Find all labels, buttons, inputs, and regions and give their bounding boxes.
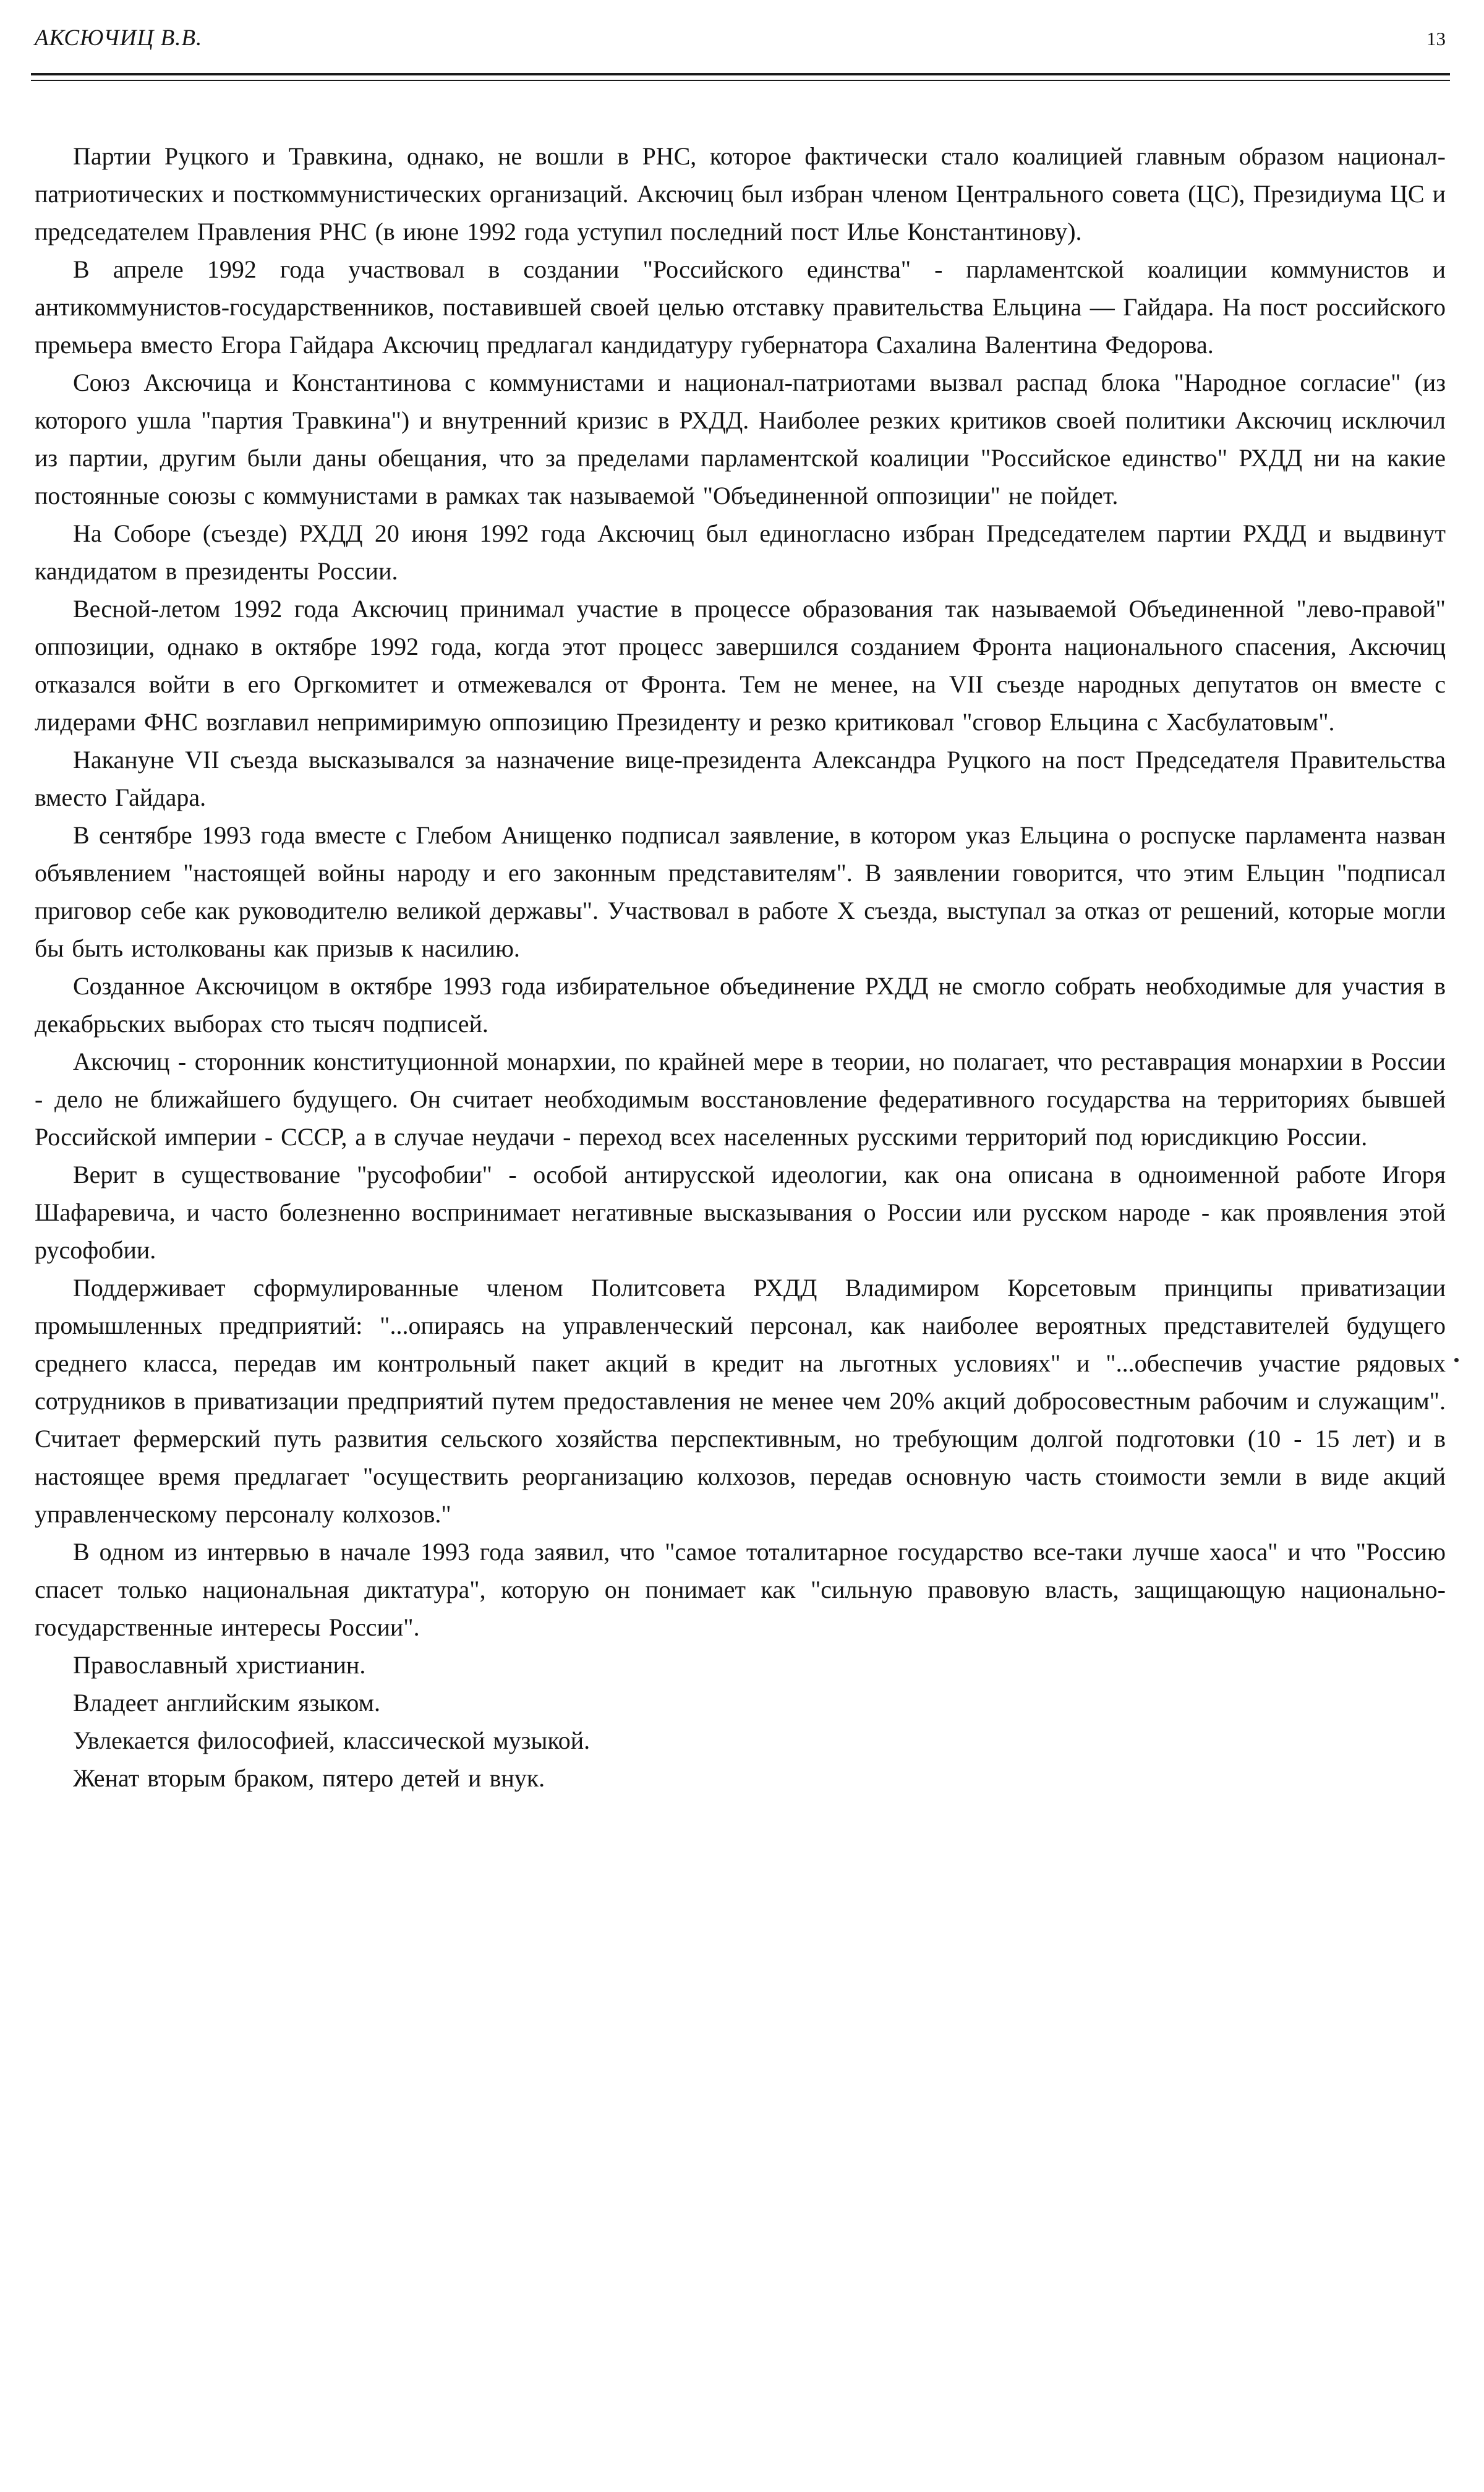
paragraph: Владеет английским языком.: [73, 1689, 380, 1717]
page-header: [35, 25, 1446, 51]
paragraph: Созданное Аксючицом в октябре 1993 года избирательное объединение РХДД не смогло собрать необходимые для участия в декабрьских выборах сто тысяч подписей.: [35, 972, 1446, 1038]
document-body: [35, 137, 1446, 1797]
running-title: АКСЮЧИЦ В.В.: [35, 25, 203, 51]
paragraph: Партии Руцкого и Травкина, однако, не вошли в РНС, которое фактически стало коалицией главным образом национал-патриотических и посткоммунистических организаций. Аксючиц был избран членом Центрального совета (ЦС), Президиума ЦС и председателем Правления РНС (в июне 1992 года уступил последний пост Илье Константинову).: [35, 142, 1446, 245]
paragraph: Верит в существование "русофобии" - особой антирусской идеологии, как она описана в одноименной работе Игоря Шафаревича, и часто болезненно воспринимает негативные высказывания о России или русском народе - как проявления этой русофобии.: [35, 1161, 1446, 1264]
header-rule: [31, 73, 1450, 81]
paragraph: Православный христианин.: [73, 1651, 366, 1679]
paragraph: В одном из интервью в начале 1993 года заявил, что "самое тоталитарное государство все-таки лучше хаоса" и что "Россию спасет только национальная диктатура", которую он понимает как "сильную правовую власть, защищающую национально-государственные интересы России".: [35, 1538, 1446, 1641]
paragraph: Накануне VII съезда высказывался за назначение вице-президента Александра Руцкого на пост Председателя Правительства вместо Гайдара.: [35, 746, 1446, 811]
scan-artifact-dot: [1454, 1358, 1459, 1362]
paragraph: Весной-летом 1992 года Аксючиц принимал участие в процессе образования так называемой Объединенной "лево-правой" оппозиции, однако в октябре 1992 года, когда этот процесс завершился созданием Фронта национального спасения, Аксючиц отказался войти в его Оргкомитет и отмежевался от Фронта. Тем не менее, на VII съезде народных депутатов он вместе с лидерами ФНС возглавил непримиримую оппозицию Президенту и резко критиковал "сговор Ельцина с Хасбулатовым".: [35, 595, 1446, 736]
paragraph: Увлекается философией, классической музыкой.: [73, 1726, 591, 1754]
paragraph: Союз Аксючица и Константинова с коммунистами и национал-патриотами вызвал распад блока "Народное согласие" (из которого ушла "партия Травкина") и внутренний кризис в РХДД. Наиболее резких критиков своей политики Аксючиц исключил из партии, другим были даны обещания, что за пределами парламентской коалиции "Российское единство" РХДД ни на какие постоянные союзы с коммунистами в рамках так называемой "Объединенной оппозиции" не пойдет.: [35, 369, 1446, 510]
paragraph: В сентябре 1993 года вместе с Глебом Анищенко подписал заявление, в котором указ Ельцина о роспуске парламента назван объявлением "настоящей войны народу и его законным представителям". В заявлении говорится, что этим Ельцин "подписал приговор себе как руководителю великой державы". Участвовал в работе X съезда, выступал за отказ от решений, которые могли бы быть истолкованы как призыв к насилию.: [35, 821, 1446, 962]
paragraph: Женат вторым браком, пятеро детей и внук.: [73, 1764, 545, 1792]
paragraph: Аксючиц - сторонник конституционной монархии, по крайней мере в теории, но полагает, что реставрация монархии в России - дело не ближайшего будущего. Он считает необходимым восстановление федеративного государства на территориях бывшей Российской империи - СССР, а в случае неудачи - переход всех населенных русскими территорий под юрисдикцию России.: [35, 1048, 1446, 1151]
paragraph: На Соборе (съезде) РХДД 20 июня 1992 года Аксючиц был единогласно избран Председателем партии РХДД и выдвинут кандидатом в президенты России.: [35, 519, 1446, 585]
paragraph: В апреле 1992 года участвовал в создании "Российского единства" - парламентской коалиции коммунистов и антикоммунистов-государственников, поставившей своей целью отставку правительства Ельцина — Гайдара. На пост российского премьера вместо Егора Гайдара Аксючиц предлагал кандидатуру губернатора Сахалина Валентина Федорова.: [35, 255, 1446, 359]
paragraph: Поддерживает сформулированные членом Политсовета РХДД Владимиром Корсетовым принципы приватизации промышленных предприятий: "...опираясь на управленческий персонал, как наиболее вероятных представителей будущего среднего класса, передав им контрольный пакет акций в кредит на льготных условиях" и "...обеспечив участие рядовых сотрудников в приватизации предприятий путем предоставления не менее чем 20% акций добросовестным рабочим и служащим". Считает фермерский путь развития сельского хозяйства перспективным, но требующим долгой подготовки (10 - 15 лет) и в настоящее время предлагает "осуществить реорганизацию колхозов, передав основную часть стоимости земли в виде акций управленческому персоналу колхозов.": [35, 1274, 1446, 1528]
page-number: 13: [1426, 28, 1446, 49]
